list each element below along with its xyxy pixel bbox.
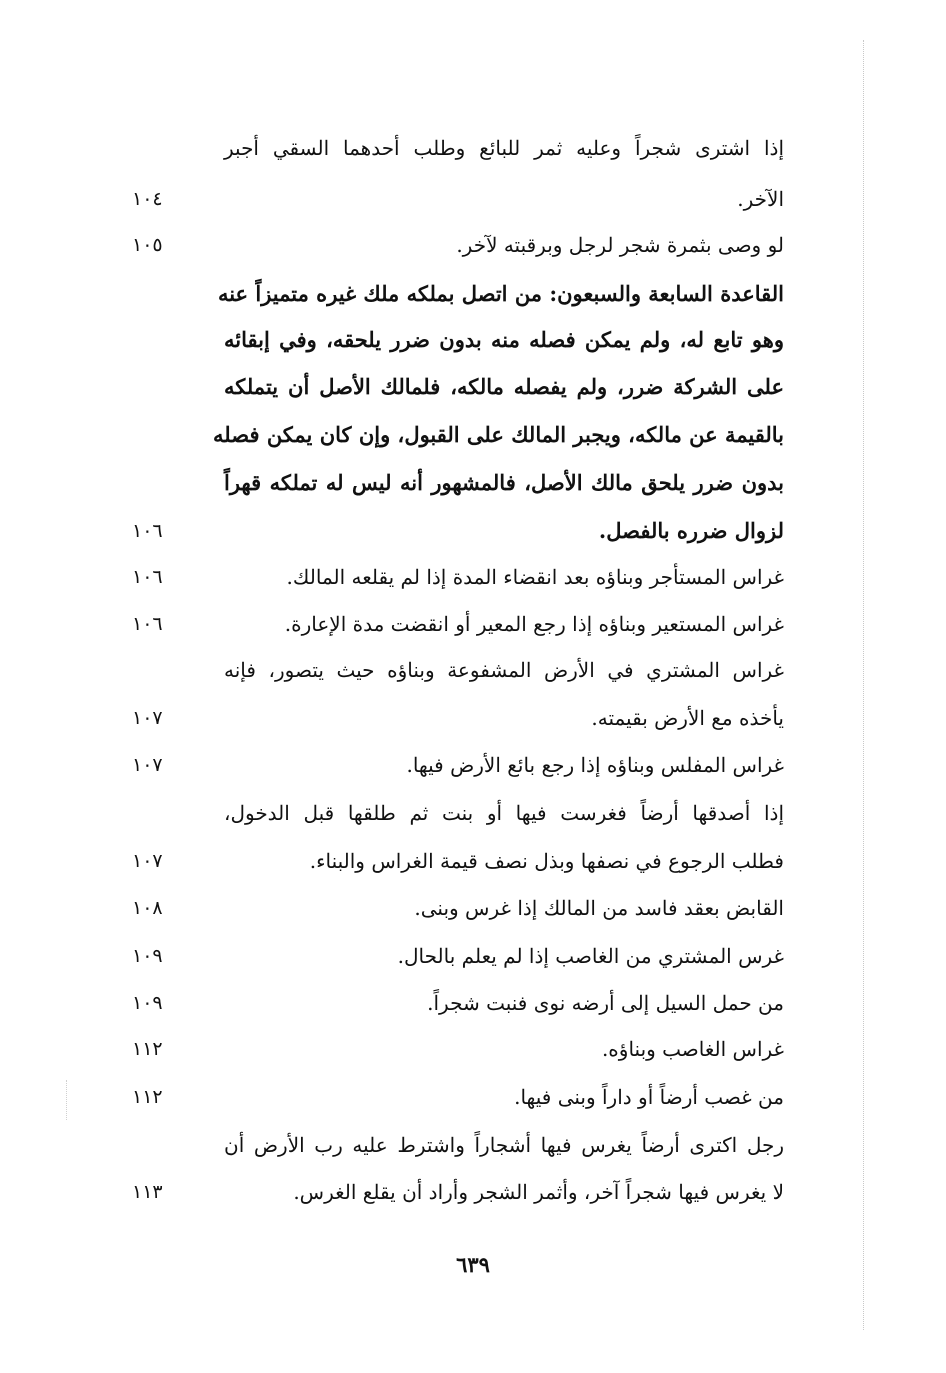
- entry-text: القابض بعقد فاسد من المالك إذا غرس وبنى.: [414, 896, 784, 920]
- page-reference: ١١٣: [132, 1181, 163, 1203]
- entry-text: غراس المشتري في الأرض المشفوعة وبناؤه حيث يتصور، فإنه: [224, 658, 784, 682]
- page-reference: ١٠٧: [132, 850, 163, 872]
- entry-text: غراس المستعير وبناؤه إذا رجع المعير أو انقضت مدة الإعارة.: [284, 612, 784, 636]
- page-reference: ١٠٤: [132, 188, 163, 210]
- entry-text: غراس الغاصب وبناؤه.: [601, 1037, 784, 1061]
- entry-text: يأخذه مع الأرض بقيمته.: [591, 706, 784, 730]
- page-reference: ١٠٦: [132, 566, 163, 588]
- entry-text: غراس المستأجر وبناؤه بعد انقضاء المدة إذا لم يقلعه المالك.: [286, 565, 784, 589]
- entry-text: غرس المشتري من الغاصب إذا لم يعلم بالحال.: [397, 944, 784, 968]
- entry-text: بدون ضرر يلحق مالك الأصل، فالمشهور أنه ليس له تملكه قهراً: [224, 470, 784, 495]
- entry-text: الآخر.: [737, 187, 784, 211]
- entry-text: لو وصى بثمرة شجر لرجل وبرقبته لآخر.: [456, 233, 784, 257]
- page-reference: ١٠٦: [132, 613, 163, 635]
- entry-text: فطلب الرجوع في نصفها وبذل نصف قيمة الغراس والبناء.: [309, 849, 784, 873]
- entry-text: لزوال ضرره بالفصل.: [598, 518, 784, 543]
- entry-text: إذا أصدقها أرضاً فغرست فيها أو بنت ثم طلقها قبل الدخول،: [224, 801, 784, 825]
- scan-edge-dots: [863, 40, 864, 1330]
- entry-text: إذا اشترى شجراً وعليه ثمر للبائع وطلب أحدهما السقي أجبر: [224, 136, 784, 160]
- page-reference: ١٠٩: [132, 945, 163, 967]
- entry-text: بالقيمة عن مالكه، ويجبر المالك على القبول، وإن كان يمكن فصله: [213, 422, 784, 447]
- entry-text: من حمل السيل إلى أرضه نوى فنبت شجراً.: [427, 991, 784, 1015]
- entry-text: على الشركة ضرر، ولم يفصله مالكه، فلمالك الأصل أن يتملكه: [224, 374, 784, 399]
- page-reference: ١٠٦: [132, 520, 163, 542]
- entry-text: من غصب أرضاً أو داراً وبنى فيها.: [514, 1085, 784, 1109]
- page-reference: ١١٢: [132, 1038, 163, 1060]
- page-reference: ١٠٧: [132, 754, 163, 776]
- page-number: ٦٣٩: [456, 1252, 490, 1277]
- scan-edge-dots-left: [66, 1080, 67, 1120]
- page-reference: ١٠٨: [132, 897, 163, 919]
- entry-text: القاعدة السابعة والسبعون: من اتصل بملكه ملك غيره متميزاً عنه: [217, 281, 784, 306]
- entry-text: غراس المفلس وبناؤه إذا رجع بائع الأرض فيها.: [406, 753, 784, 777]
- page-reference: ١١٢: [132, 1086, 163, 1108]
- entry-text: وهو تابع له، ولم يمكن فصله منه بدون ضرر يلحقه، وفي إبقائه: [224, 327, 784, 352]
- entry-text: لا يغرس فيها شجراً آخر، وأثمر الشجر وأراد أن يقلع الغرس.: [293, 1180, 784, 1204]
- page-reference: ١٠٧: [132, 707, 163, 729]
- entry-text: رجل اكترى أرضاً يغرس فيها أشجاراً واشترط عليه رب الأرض أن: [224, 1133, 784, 1157]
- page-reference: ١٠٥: [132, 234, 163, 256]
- page-reference: ١٠٩: [132, 992, 163, 1014]
